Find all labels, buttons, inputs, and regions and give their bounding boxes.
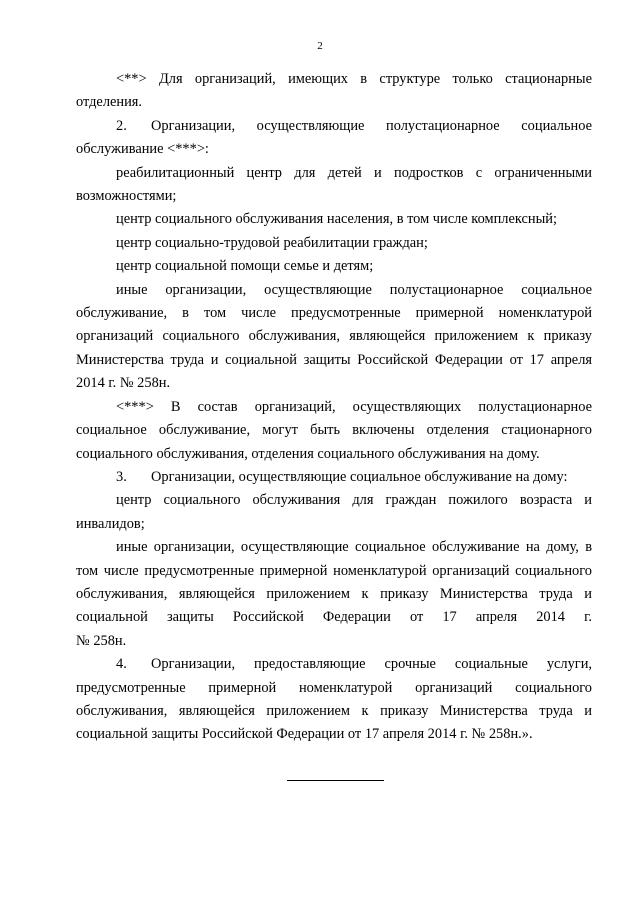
list-item: иные организации, осуществляющие полустационарное социальное обслуживание, в том числе предусмотренные примерной номенклатурой организаций социального обслуживания, являющейся приложением к приказу Министерства труда и социальной защиты Российской Федерации от 17 апреля 2014 г. № 258н. [76, 281, 592, 392]
list-item: реабилитационный центр для детей и подростков с ограниченными возможностями; [76, 164, 592, 205]
item-2-heading [76, 115, 592, 138]
document-body [76, 68, 592, 747]
list-item: иные организации, осуществляющие социальное обслуживание на дому, в том числе предусмотренные примерной номенклатурой организаций социального обслуживания, являющейся приложением к приказу Министерства труда и социальной защиты Российской Федерации от 17 апреля 2014 г. [76, 539, 592, 626]
list-item: центр социального обслуживания для граждан пожилого возраста и инвалидов; [76, 492, 592, 532]
item-4-heading [76, 653, 592, 676]
list-item: центр социально-трудовой реабилитации граждан; [116, 234, 428, 251]
footnote-double-asterisk: <**> Для организаций, имеющих в структуре только стационарные отделения. [76, 71, 592, 111]
closing-separator-line [287, 780, 384, 781]
item-4-text-rest: предусмотренные примерной номенклатурой организаций социального обслуживания, являющейся приложением к приказу Министерства труда и социальной защиты Российской Федерации от 17 апреля 2014 г. № 258н.». [76, 679, 592, 743]
item-3-text: Организации, осуществляющие социальное обслуживание на дому: [151, 468, 568, 485]
footnote-triple-asterisk: <***> В состав организаций, осуществляющих полустационарное социальное обслуживание, могут быть включены отделения стационарного социального обслуживания, отделения социального обслуживания на дому. [76, 398, 592, 462]
item-2-text-line1: Организации, осуществляющие полустационарное социальное [151, 117, 592, 134]
list-item-tail: № 258н. [76, 632, 127, 649]
list-item: центр социальной помощи семье и детям; [116, 258, 374, 275]
item-2-text-line2: обслуживание <***>: [76, 141, 209, 158]
list-item: центр социального обслуживания населения, в том числе комплексный; [116, 211, 557, 228]
item-3-heading [76, 466, 592, 489]
page-number: 2 [317, 40, 323, 52]
item-4-text-line1: Организации, предоставляющие срочные социальные услуги, [151, 656, 592, 673]
item-4-number: 4. [116, 656, 127, 673]
item-3-number: 3. [116, 468, 127, 485]
item-2-number: 2. [116, 117, 127, 134]
